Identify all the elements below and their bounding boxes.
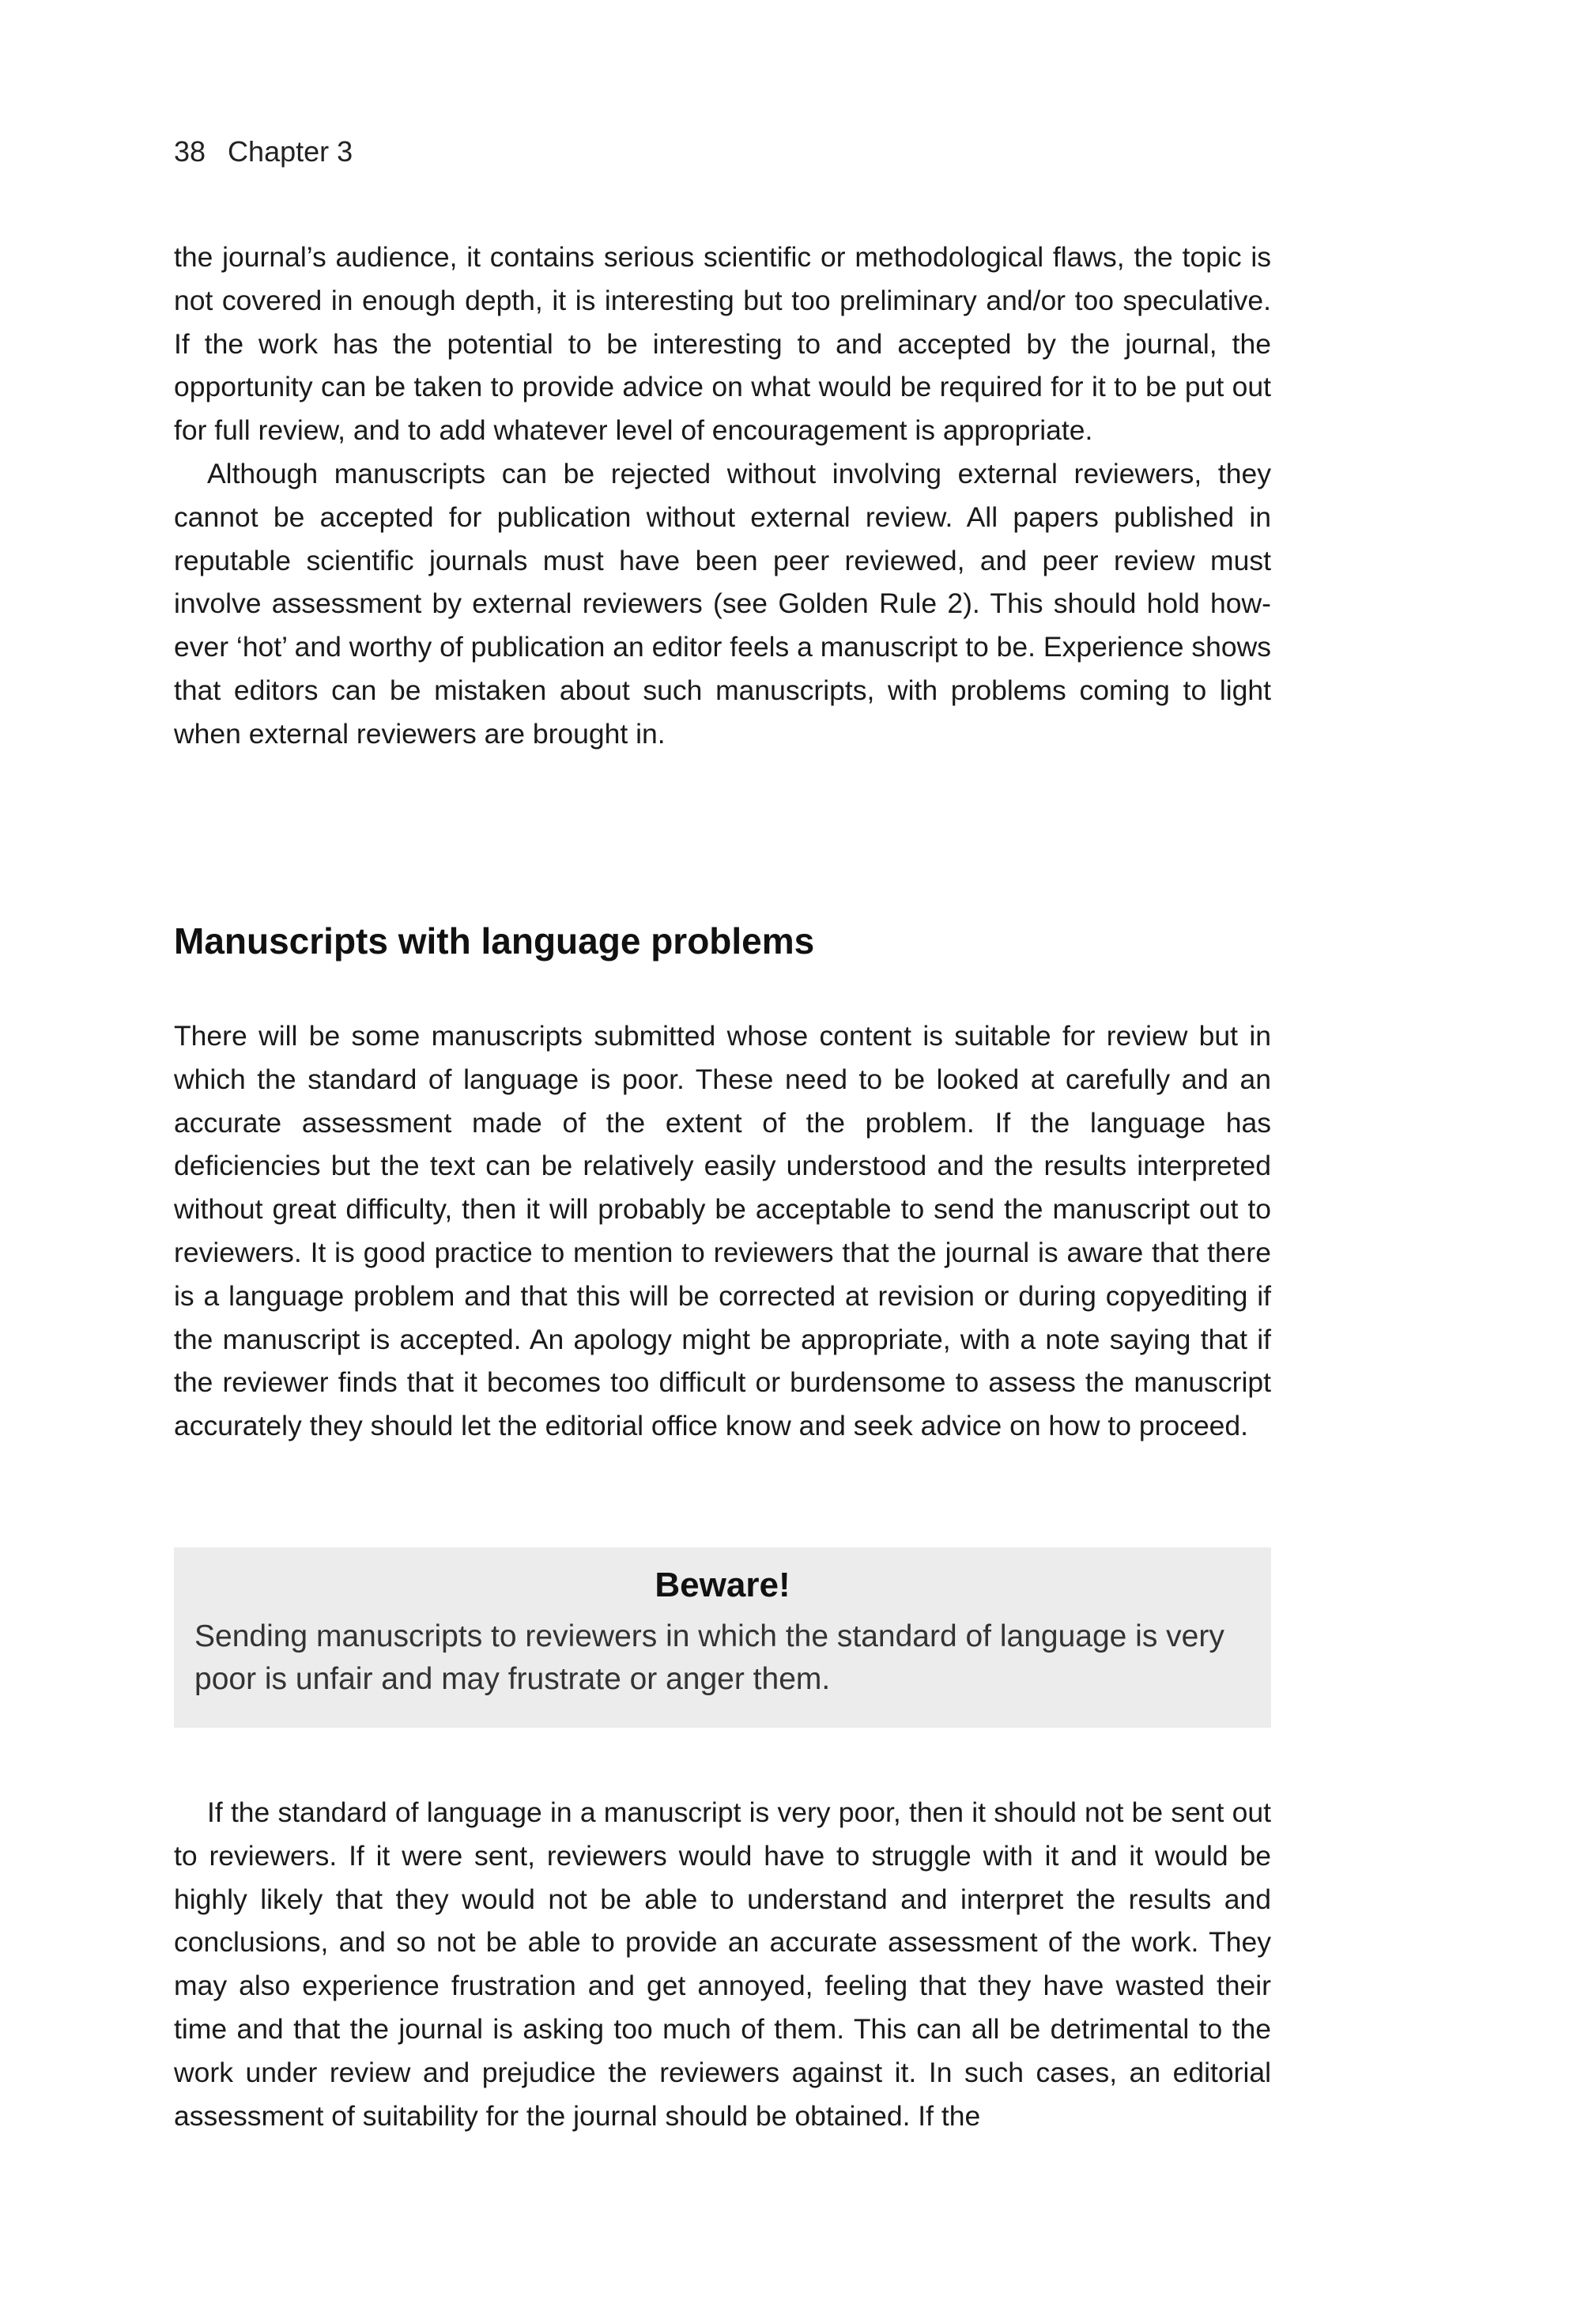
opening-text-block [174, 236, 1271, 756]
beware-callout-box [174, 1547, 1271, 1728]
section-heading: Manuscripts with language problems [174, 920, 815, 961]
section-text-block [174, 1014, 1271, 1448]
beware-text: Sending manuscripts to reviewers in which the standard of language is very poor is unfair and may frustrate or anger them. [194, 1619, 1224, 1696]
body-paragraph-continued: the journal’s audience, it contains serious scientific or methodological flaws, the topic is not covered in enough depth, it is interesting but too preliminary and/or too speculative. If the work has the potential to be interesting to and accepted by the journal, the opportunity can be taken to provide advice on what would be required for it to be put out for full review, and to add whatever level of encouragement is appropriate. [174, 241, 1271, 447]
body-paragraph-external-review: Although manuscripts can be rejected without involving external reviewers, they cannot be accepted for publication without external review. All papers published in reputable scientific journals must have been peer reviewed, and peer review must involve assessment by external reviewers (see Golden Rule 2). This should hold however ‘hot’ and worthy of publication an editor feels a manuscript to be. Experience shows that editors can be mistaken about such manuscripts, with problems coming to light when external reviewers are brought in. [174, 457, 1271, 750]
closing-text-block [174, 1791, 1271, 2137]
page-number: 38 [174, 135, 206, 168]
running-head [174, 133, 353, 171]
chapter-label: Chapter 3 [228, 135, 353, 168]
body-paragraph-very-poor-language: If the standard of language in a manuscript is very poor, then it should not be sent out to reviewers. If it were sent, reviewers would have to struggle with it and it would be highly likely that they would not be able to understand and interpret the results and conclusions, and so not be able to provide an accurate assessment of the work. They may also experience frustration and get annoyed, feeling that they have wasted their time and that the journal is asking too much of them. This can all be detrimental to the work under review and prejudice the reviewers against it. In such cases, an editorial assessment of suitability for the journal should be obtained. If the [174, 1796, 1271, 2132]
beware-title: Beware! [655, 1566, 790, 1604]
body-paragraph-language-problems: There will be some manuscripts submitted whose content is suitable for review but in which the standard of language is poor. These need to be looked at carefully and an accurate assessment made of the extent of the problem. If the language has deficiencies but the text can be relatively easily understood and the results interpreted without great difficulty, then it will probably be acceptable to send the manuscript out to reviewers. It is good practice to mention to reviewers that the journal is aware that there is a language problem and that this will be corrected at revision or during copyediting if the manuscript is accepted. An apology might be appropriate, with a note saying that if the reviewer finds that it becomes too difficult or burdensome to assess the manuscript accurately they should let the editorial office know and seek advice on how to proceed. [174, 1020, 1271, 1442]
